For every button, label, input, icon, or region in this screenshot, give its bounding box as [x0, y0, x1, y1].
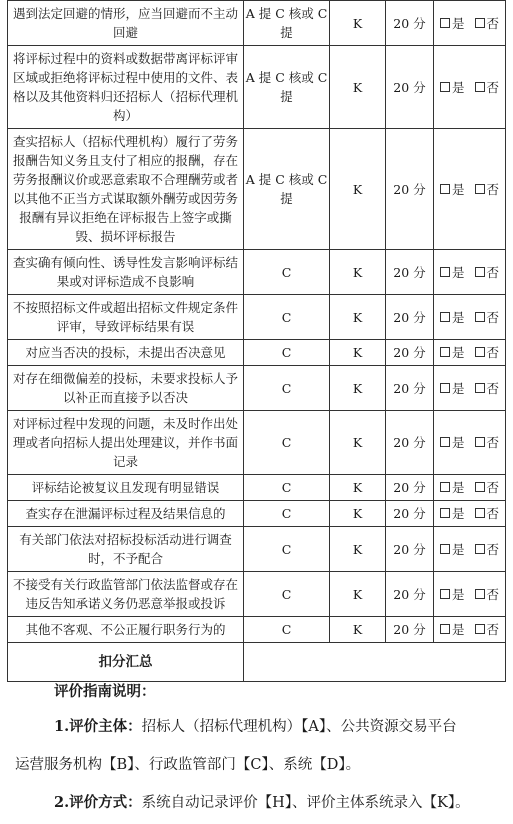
yes-checkbox[interactable]: [440, 184, 450, 194]
evaluation-subject: C: [244, 411, 330, 475]
evaluation-method: K: [330, 340, 386, 366]
violation-description: 不按照招标文件或超出招标文件规定条件评审，导致评标结果有误: [8, 295, 244, 340]
no-label: 否: [486, 435, 500, 450]
yes-no-options: [434, 1, 506, 46]
violation-description: 查实招标人（招标代理机构）履行了劳务报酬告知义务且支付了相应的报酬，存在劳务报酬议价或恶意索取不合理酬劳或者以其他不正当方式谋取额外酬劳或因劳务报酬有异议拒绝在评标报告上签字或撕毁、损坏评标报告: [8, 129, 244, 250]
yes-checkbox[interactable]: [440, 544, 450, 554]
evaluation-method: K: [330, 295, 386, 340]
table-row: [8, 1, 506, 46]
deduction-score: 20 分: [386, 572, 434, 617]
violation-description: 其他不客观、不公正履行职务行为的: [8, 617, 244, 643]
violation-description: 对应当否决的投标，未提出否决意见: [8, 340, 244, 366]
yes-no-options: [434, 572, 506, 617]
deduction-score: 20 分: [386, 475, 434, 501]
no-label: 否: [486, 586, 500, 602]
no-label: 否: [486, 309, 500, 325]
violation-description: 有关部门依法对招标投标活动进行调查时，不予配合: [8, 527, 244, 572]
table-row: [8, 501, 506, 527]
table-row: [8, 366, 506, 411]
evaluation-method: K: [330, 366, 386, 411]
yes-label: 是: [451, 264, 465, 280]
evaluation-method: K: [330, 501, 386, 527]
evaluation-method: K: [330, 411, 386, 475]
yes-checkbox[interactable]: [440, 267, 450, 277]
violation-description: 评标结论被复议且发现有明显错误: [8, 475, 244, 501]
evaluation-subject: C: [244, 527, 330, 572]
yes-label: 是: [451, 435, 465, 450]
yes-label: 是: [451, 622, 465, 637]
table-row: [8, 572, 506, 617]
yes-checkbox[interactable]: [440, 347, 450, 357]
table-row: [8, 617, 506, 643]
evaluation-subject: A 提 C 核或 C 提: [244, 129, 330, 250]
deduction-score: 20 分: [386, 129, 434, 250]
no-checkbox[interactable]: [475, 267, 485, 277]
deduction-score: 20 分: [386, 501, 434, 527]
violation-description: 查实存在泄漏评标过程及结果信息的: [8, 501, 244, 527]
note1-label: 1.评价主体：: [54, 718, 142, 735]
no-label: 否: [486, 345, 500, 360]
yes-no-options: [434, 411, 506, 475]
note1-line2: 运营服务机构【B】、行政监管部门【C】、系统【D】。: [15, 757, 361, 773]
evaluation-method: K: [330, 129, 386, 250]
evaluation-subject: C: [244, 295, 330, 340]
deduction-score: 20 分: [386, 295, 434, 340]
evaluation-table-container: [7, 0, 505, 682]
no-checkbox[interactable]: [475, 544, 485, 554]
table-row: [8, 527, 506, 572]
no-checkbox[interactable]: [475, 347, 485, 357]
no-checkbox[interactable]: [475, 312, 485, 322]
no-label: 否: [486, 264, 500, 280]
note-evaluation-subject: [54, 717, 457, 737]
yes-checkbox[interactable]: [440, 383, 450, 393]
yes-no-options: [434, 129, 506, 250]
deduction-score: 20 分: [386, 366, 434, 411]
yes-checkbox[interactable]: [440, 82, 450, 92]
evaluation-subject: C: [244, 501, 330, 527]
no-checkbox[interactable]: [475, 383, 485, 393]
deduction-score: 20 分: [386, 46, 434, 129]
evaluation-subject: C: [244, 572, 330, 617]
table-row: [8, 250, 506, 295]
evaluation-subject: C: [244, 366, 330, 411]
note2-label: 2.评价方式：: [54, 794, 142, 811]
yes-checkbox[interactable]: [440, 508, 450, 518]
violation-description: 遇到法定回避的情形，应当回避而不主动回避: [8, 1, 244, 46]
yes-label: 是: [451, 541, 465, 557]
no-checkbox[interactable]: [475, 589, 485, 599]
yes-no-options: [434, 617, 506, 643]
yes-label: 是: [451, 181, 465, 197]
table-row: [8, 129, 506, 250]
yes-checkbox[interactable]: [440, 312, 450, 322]
no-checkbox[interactable]: [475, 184, 485, 194]
evaluation-subject: C: [244, 617, 330, 643]
yes-label: 是: [451, 380, 465, 396]
yes-checkbox[interactable]: [440, 437, 450, 447]
table-row: [8, 475, 506, 501]
yes-no-options: [434, 366, 506, 411]
yes-no-options: [434, 340, 506, 366]
yes-checkbox[interactable]: [440, 624, 450, 634]
evaluation-method: K: [330, 1, 386, 46]
no-checkbox[interactable]: [475, 482, 485, 492]
violation-description: 对评标过程中发现的问题，未及时作出处理或者向招标人提出处理建议，并作书面记录: [8, 411, 244, 475]
no-label: 否: [486, 79, 500, 95]
violation-description: 将评标过程中的资料或数据带离评标评审区域或拒绝将评标过程中使用的文件、表格以及其他资料归还招标人（招标代理机构）: [8, 46, 244, 129]
deduction-score: 20 分: [386, 1, 434, 46]
yes-checkbox[interactable]: [440, 482, 450, 492]
evaluation-method: K: [330, 617, 386, 643]
no-label: 否: [486, 506, 500, 521]
notes-heading: 评价指南说明：: [54, 683, 156, 700]
evaluation-subject: C: [244, 250, 330, 295]
violation-description: 查实确有倾向性、诱导性发言影响评标结果或对评标造成不良影响: [8, 250, 244, 295]
no-checkbox[interactable]: [475, 437, 485, 447]
no-label: 否: [486, 181, 500, 197]
deduction-score: 20 分: [386, 617, 434, 643]
yes-label: 是: [451, 586, 465, 602]
evaluation-method: K: [330, 475, 386, 501]
summary-value: [244, 643, 506, 682]
yes-no-options: [434, 527, 506, 572]
summary-row: [8, 643, 506, 682]
evaluation-subject: A 提 C 核或 C 提: [244, 46, 330, 129]
yes-no-options: [434, 46, 506, 129]
violation-description: 不接受有关行政监管部门依法监督或存在违反告知承诺义务仍恶意举报或投诉: [8, 572, 244, 617]
table-row: [8, 411, 506, 475]
evaluation-table-body: [8, 1, 506, 682]
deduction-score: 20 分: [386, 411, 434, 475]
no-checkbox[interactable]: [475, 508, 485, 518]
evaluation-method: K: [330, 572, 386, 617]
evaluation-method: K: [330, 527, 386, 572]
yes-no-options: [434, 475, 506, 501]
yes-checkbox[interactable]: [440, 18, 450, 28]
summary-label: 扣分汇总: [8, 643, 244, 682]
yes-checkbox[interactable]: [440, 589, 450, 599]
yes-label: 是: [451, 480, 465, 495]
no-checkbox[interactable]: [475, 624, 485, 634]
deduction-score: 20 分: [386, 527, 434, 572]
table-row: [8, 46, 506, 129]
table-row: [8, 340, 506, 366]
evaluation-subject: A 提 C 核或 C 提: [244, 1, 330, 46]
yes-no-options: [434, 501, 506, 527]
evaluation-method: K: [330, 46, 386, 129]
note1-line1: 招标人（招标代理机构）【A】、公共资源交易平台: [141, 719, 457, 735]
no-checkbox[interactable]: [475, 82, 485, 92]
no-label: 否: [486, 622, 500, 637]
no-label: 否: [486, 15, 500, 31]
table-row: [8, 295, 506, 340]
yes-label: 是: [451, 309, 465, 325]
yes-label: 是: [451, 79, 465, 95]
yes-label: 是: [451, 345, 465, 360]
no-label: 否: [486, 380, 500, 396]
evaluation-method: K: [330, 250, 386, 295]
evaluation-subject: C: [244, 475, 330, 501]
note-evaluation-method: [54, 793, 470, 813]
no-checkbox[interactable]: [475, 18, 485, 28]
no-label: 否: [486, 541, 500, 557]
yes-no-options: [434, 250, 506, 295]
note2-text: 系统自动记录评价【H】、评价主体系统录入【K】。: [141, 795, 470, 811]
deduction-score: 20 分: [386, 340, 434, 366]
no-label: 否: [486, 480, 500, 495]
violation-description: 对存在细微偏差的投标，未要求投标人予以补正而直接予以否决: [8, 366, 244, 411]
evaluation-subject: C: [244, 340, 330, 366]
evaluation-table: [7, 0, 506, 682]
deduction-score: 20 分: [386, 250, 434, 295]
yes-label: 是: [451, 506, 465, 521]
yes-label: 是: [451, 15, 465, 31]
yes-no-options: [434, 295, 506, 340]
